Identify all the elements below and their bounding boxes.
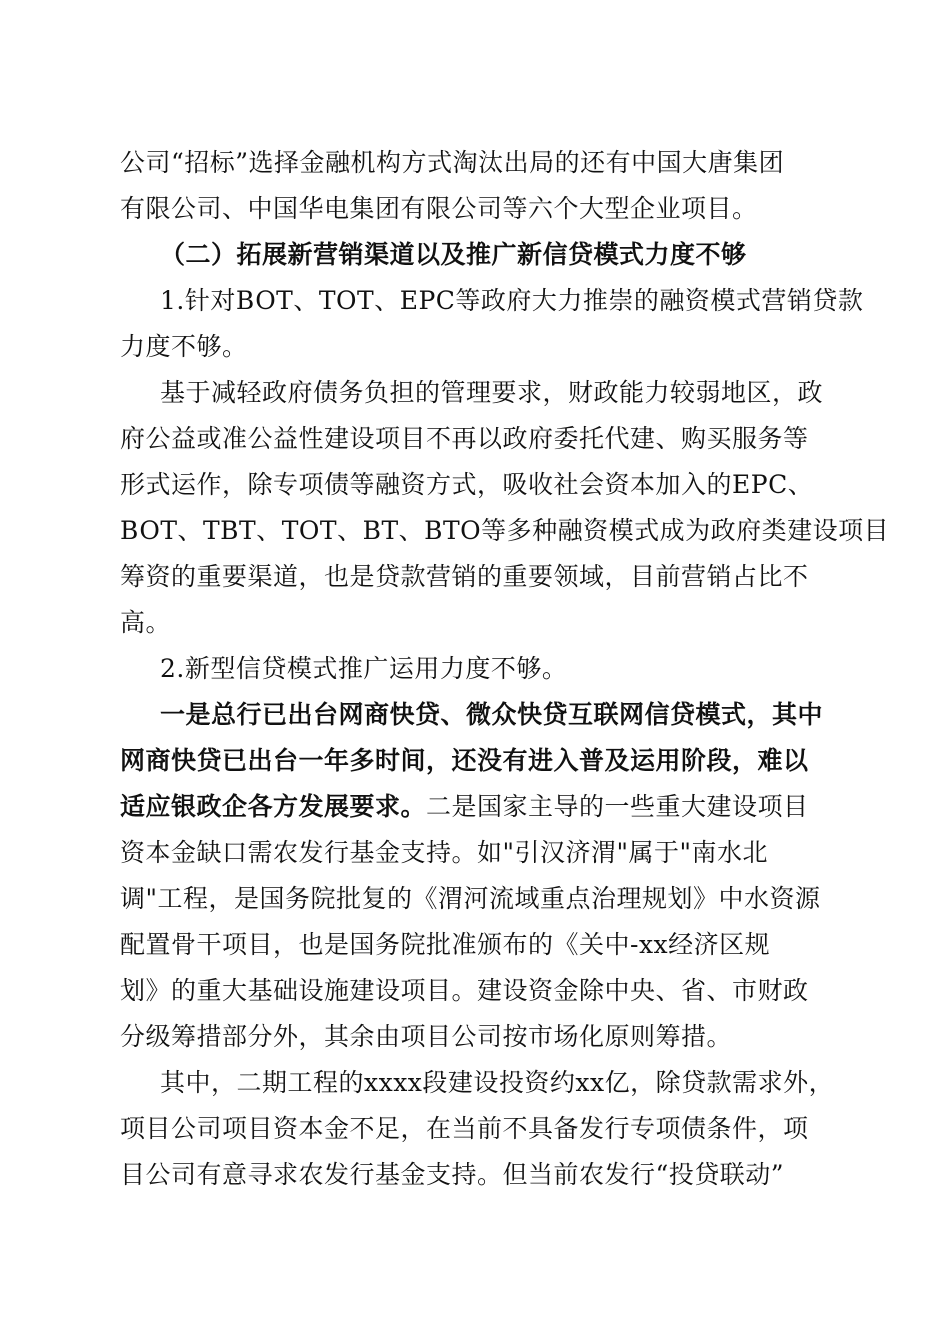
paragraph-line: 府公益或准公益性建设项目不再以政府委托代建、购买服务等 (120, 424, 809, 453)
paragraph-line: 分级筹措部分外，其余由项目公司按市场化原则筹措。 (120, 1022, 733, 1051)
paragraph-line: 项目公司项目资本金不足，在当前不具备发行专项债条件，项 (120, 1114, 809, 1143)
paragraph-line: 形式运作，除专项债等融资方式，吸收社会资本加入的EPC、 (120, 470, 814, 499)
subsection-heading: 1.针对BOT、TOT、EPC等政府大力推崇的融资模式营销贷款 (160, 286, 864, 315)
paragraph-line: 资本金缺口需农发行基金支持。如"引汉济渭"属于"南水北 (120, 838, 768, 867)
paragraph-line: 有限公司、中国华电集团有限公司等六个大型企业项目。 (120, 194, 758, 223)
paragraph-line: 目公司有意寻求农发行基金支持。但当前农发行“投贷联动” (120, 1160, 785, 1189)
paragraph-line: 基于减轻政府债务负担的管理要求，财政能力较弱地区，政 (160, 378, 824, 407)
paragraph-text: 二是国家主导的一些重大建设项目 (426, 792, 809, 821)
paragraph-line: 其中，二期工程的xxxx段建设投资约xx亿，除贷款需求外， (160, 1068, 835, 1097)
paragraph-line: 一是总行已出台网商快贷、微众快贷互联网信贷模式，其中 (160, 700, 824, 729)
emphasis-text: 适应银政企各方发展要求。 (120, 792, 427, 821)
paragraph-line: 力度不够。 (120, 332, 248, 361)
paragraph-line: 划》的重大基础设施建设项目。建设资金除中央、省、市财政 (120, 976, 809, 1005)
paragraph-line: BOT、TBT、TOT、BT、BTO等多种融资模式成为政府类建设项目 (120, 516, 890, 545)
paragraph-line: 网商快贷已出台一年多时间，还没有进入普及运用阶段，难以 (120, 746, 809, 775)
subsection-heading: 2.新型信贷模式推广运用力度不够。 (160, 654, 568, 683)
paragraph-line: 配置骨干项目，也是国务院批准颁布的《关中-xx经济区规 (120, 930, 771, 959)
paragraph-line (120, 790, 830, 824)
paragraph-line: 高。 (120, 608, 172, 637)
paragraph-line: 调"工程，是国务院批复的《渭河流域重点治理规划》中水资源 (120, 884, 821, 913)
paragraph-line: 公司“招标”选择金融机构方式淘汰出局的还有中国大唐集团 (120, 148, 785, 177)
paragraph-line: 筹资的重要渠道，也是贷款营销的重要领域，目前营销占比不 (120, 562, 809, 591)
section-heading: （二）拓展新营销渠道以及推广新信贷模式力度不够 (160, 240, 747, 269)
